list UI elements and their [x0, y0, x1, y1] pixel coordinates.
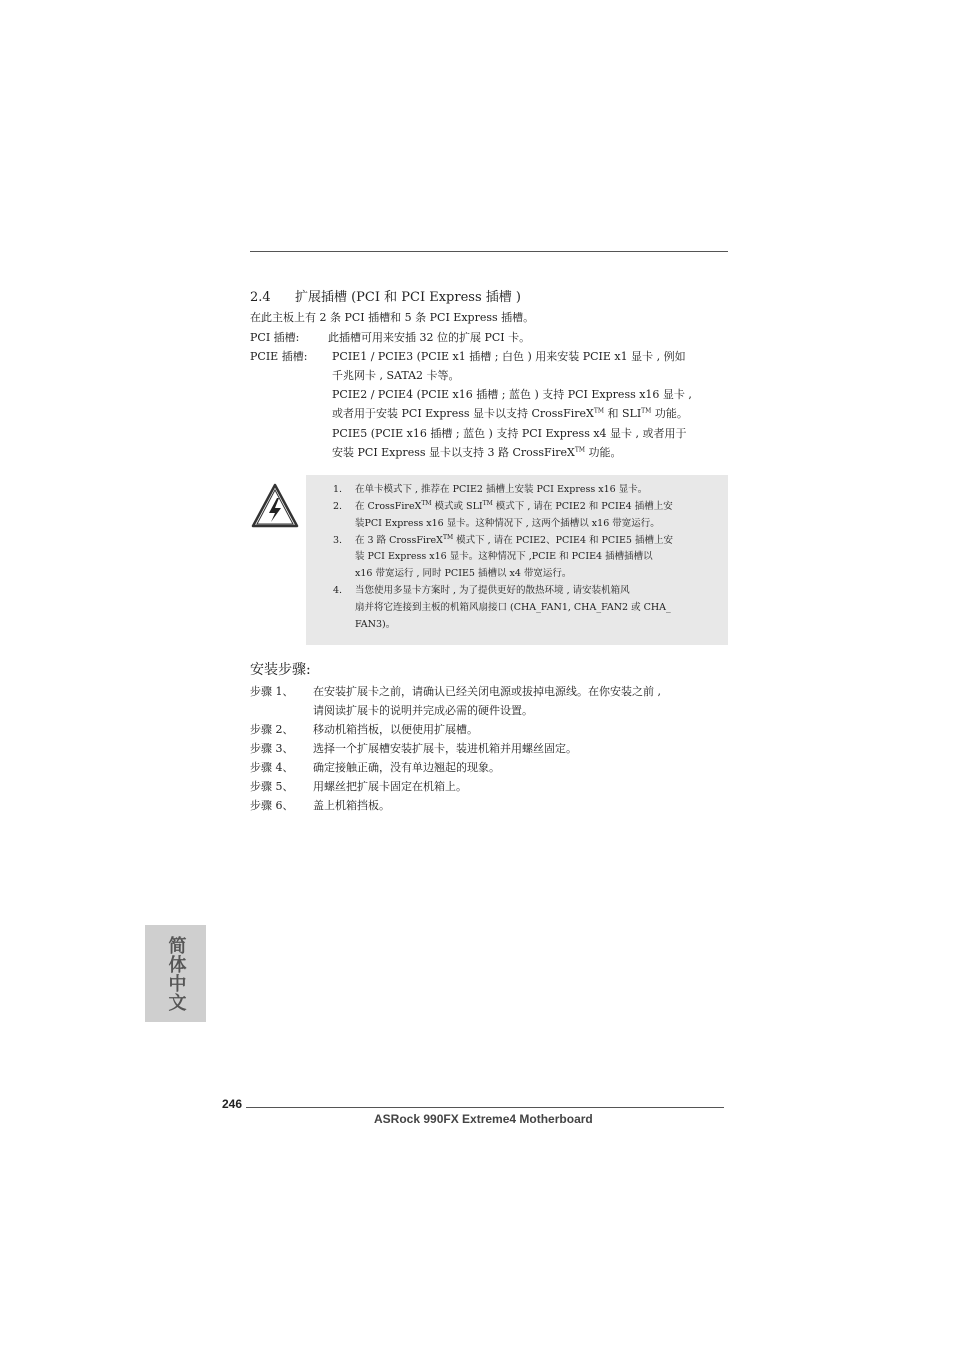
intro-text: 在此主板上有 2 条 PCI 插槽和 5 条 PCI Express 插槽。 [250, 311, 535, 324]
top-rule [250, 251, 728, 252]
pcie-line-2: 千兆网卡 , SATA2 卡等。 [332, 369, 460, 382]
pcie-line-3: PCIE2 / PCIE4 (PCIE x16 插槽 ; 蓝色 ) 支持 PCI Express x16 显卡 , [332, 388, 692, 401]
footer-rule [246, 1107, 724, 1108]
language-side-tab-label: 简体中文 [165, 935, 187, 1012]
note-item: 4. 当您使用多显卡方案时 , 为了提供更好的散热环境 , 请安装机箱风 [333, 585, 630, 596]
pcie-slot-label: PCIE 插槽: [250, 350, 308, 363]
pci-slot-label: PCI 插槽: [250, 331, 300, 344]
note-item: 1. 在单卡模式下 , 推荐在 PCIE2 插槽上安装 PCI Express x16 显卡。 [333, 484, 648, 495]
pci-slot-text: 此插槽可用来安插 32 位的扩展 PCI 卡。 [328, 331, 531, 344]
section-number: 2.4 [250, 290, 271, 305]
pcie-line-6: 安装 PCI Express 显卡以支持 3 路 CrossFireX™ 功能。 [332, 446, 622, 459]
page-number: 246 [222, 1097, 243, 1111]
pcie-line-1: PCIE1 / PCIE3 (PCIE x1 插槽 ; 白色 ) 用来安装 PCIE x1 显卡 , 例如 [332, 350, 686, 363]
pcie-line-5: PCIE5 (PCIE x16 插槽 ; 蓝色 ) 支持 PCI Express x4 显卡 , 或者用于 [332, 427, 687, 440]
pcie-line-4: 或者用于安装 PCI Express 显卡以支持 CrossFireX™ 和 SLI™ 功能。 [332, 407, 688, 420]
note-item: 2. 在 CrossFireX™ 模式或 SLI™ 模式下 , 请在 PCIE2 和 PCIE4 插槽上安 [333, 499, 673, 512]
section-title: 扩展插槽 (PCI 和 PCI Express 插槽 ) [294, 290, 521, 305]
warning-lightning-icon [250, 482, 300, 530]
note-item: 3. 在 3 路 CrossFireX™ 模式下 , 请在 PCIE2、PCIE4 和 PCIE5 插槽上安 [333, 533, 673, 546]
install-steps-title: 安装步骤: [250, 662, 311, 678]
language-side-tab [145, 925, 206, 1022]
footer-product-name: ASRock 990FX Extreme4 Motherboard [374, 1112, 593, 1126]
section-heading [250, 286, 521, 305]
